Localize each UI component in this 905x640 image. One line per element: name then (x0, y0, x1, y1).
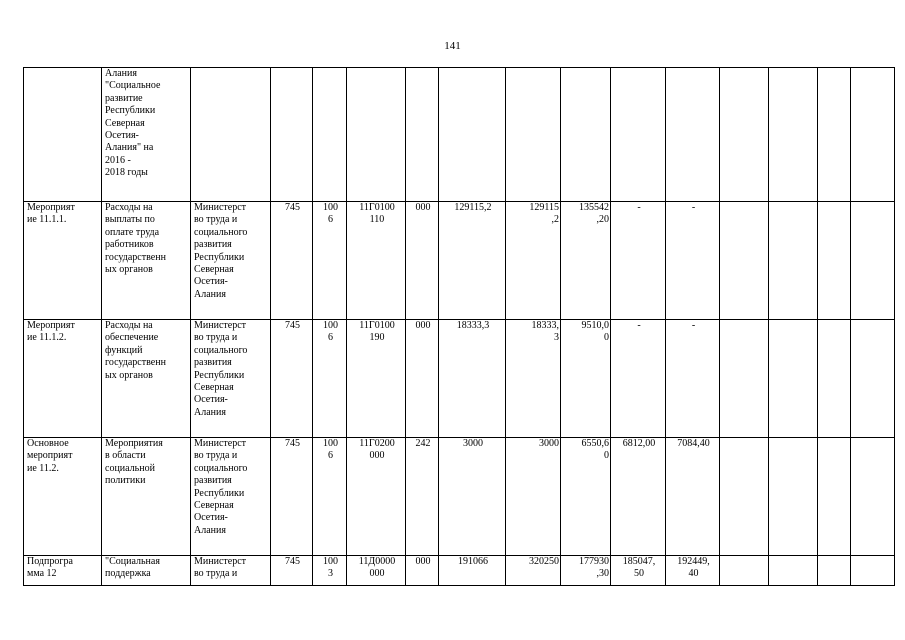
cell-name: "Социальная поддержка (102, 556, 191, 586)
table-row (24, 438, 895, 556)
cell-value-2: 3000 (506, 438, 561, 556)
cell-grbs: 745 (271, 556, 313, 586)
cell-grbs (271, 68, 313, 202)
cell-value-3: 6550,6 0 (561, 438, 611, 556)
cell-rzpr: 100 6 (313, 438, 347, 556)
table-row (24, 68, 895, 202)
cell-empty-2 (769, 68, 818, 202)
cell-rzpr (313, 68, 347, 202)
cell-value-3: 9510,0 0 (561, 320, 611, 438)
cell-vr: 242 (406, 438, 439, 556)
cell-empty-4 (851, 438, 895, 556)
page-number: 141 (444, 40, 461, 52)
cell-grbs: 745 (271, 202, 313, 320)
cell-grbs: 745 (271, 438, 313, 556)
cell-value-5 (666, 68, 720, 202)
cell-empty-4 (851, 320, 895, 438)
cell-empty-1 (720, 556, 769, 586)
cell-empty-4 (851, 68, 895, 202)
cell-value-1: 18333,3 (439, 320, 506, 438)
cell-name: Мероприятия в области социальной политики (102, 438, 191, 556)
table-row (24, 320, 895, 438)
cell-value-2: 129115 ,2 (506, 202, 561, 320)
cell-empty-2 (769, 320, 818, 438)
cell-value-3 (561, 68, 611, 202)
cell-value-4: 6812,00 (611, 438, 666, 556)
table-row (24, 202, 895, 320)
cell-value-1 (439, 68, 506, 202)
cell-status: Мероприят ие 11.1.1. (24, 202, 102, 320)
cell-rzpr: 100 6 (313, 320, 347, 438)
cell-value-1: 129115,2 (439, 202, 506, 320)
cell-empty-3 (818, 202, 851, 320)
cell-vr: 000 (406, 320, 439, 438)
cell-rzpr: 100 3 (313, 556, 347, 586)
cell-grbs: 745 (271, 320, 313, 438)
cell-empty-3 (818, 68, 851, 202)
cell-value-3: 177930 ,30 (561, 556, 611, 586)
cell-name: Расходы на выплаты по оплате труда работников государственн ых органов (102, 202, 191, 320)
cell-executor: Министерст во труда и социального развития Республики Северная Осетия- Алания (191, 202, 271, 320)
cell-value-2: 18333, 3 (506, 320, 561, 438)
cell-executor: Министерст во труда и социального развития Республики Северная Осетия- Алания (191, 438, 271, 556)
cell-status (24, 68, 102, 202)
cell-empty-4 (851, 202, 895, 320)
cell-value-1: 191066 (439, 556, 506, 586)
cell-empty-1 (720, 320, 769, 438)
cell-empty-2 (769, 438, 818, 556)
cell-empty-3 (818, 320, 851, 438)
cell-empty-2 (769, 556, 818, 586)
cell-executor: Министерст во труда и социального развития Республики Северная Осетия- Алания (191, 320, 271, 438)
cell-empty-1 (720, 202, 769, 320)
cell-executor: Министерст во труда и (191, 556, 271, 586)
cell-csr: 11Г0200 000 (347, 438, 406, 556)
cell-status: Основное мероприят ие 11.2. (24, 438, 102, 556)
cell-value-5: - (666, 320, 720, 438)
cell-vr: 000 (406, 556, 439, 586)
cell-status: Подпрогра мма 12 (24, 556, 102, 586)
cell-empty-1 (720, 438, 769, 556)
cell-csr: 11Д0000 000 (347, 556, 406, 586)
cell-value-4: - (611, 320, 666, 438)
cell-value-4: 185047, 50 (611, 556, 666, 586)
cell-value-4 (611, 68, 666, 202)
cell-csr (347, 68, 406, 202)
cell-value-4: - (611, 202, 666, 320)
cell-empty-3 (818, 556, 851, 586)
cell-value-5: 7084,40 (666, 438, 720, 556)
cell-csr: 11Г0100 110 (347, 202, 406, 320)
cell-vr (406, 68, 439, 202)
cell-status: Мероприят ие 11.1.2. (24, 320, 102, 438)
cell-name: Алания "Социальное развитие Республики Северная Осетия- Алания" на 2016 - 2018 годы (102, 68, 191, 202)
cell-value-2 (506, 68, 561, 202)
cell-rzpr: 100 6 (313, 202, 347, 320)
cell-empty-4 (851, 556, 895, 586)
table-row (24, 556, 895, 586)
cell-empty-3 (818, 438, 851, 556)
cell-empty-2 (769, 202, 818, 320)
cell-value-1: 3000 (439, 438, 506, 556)
cell-executor (191, 68, 271, 202)
budget-table (23, 67, 895, 586)
cell-vr: 000 (406, 202, 439, 320)
cell-value-5: - (666, 202, 720, 320)
cell-csr: 11Г0100 190 (347, 320, 406, 438)
cell-empty-1 (720, 68, 769, 202)
cell-name: Расходы на обеспечение функций государственн ых органов (102, 320, 191, 438)
cell-value-5: 192449, 40 (666, 556, 720, 586)
cell-value-2: 320250 (506, 556, 561, 586)
cell-value-3: 135542 ,20 (561, 202, 611, 320)
